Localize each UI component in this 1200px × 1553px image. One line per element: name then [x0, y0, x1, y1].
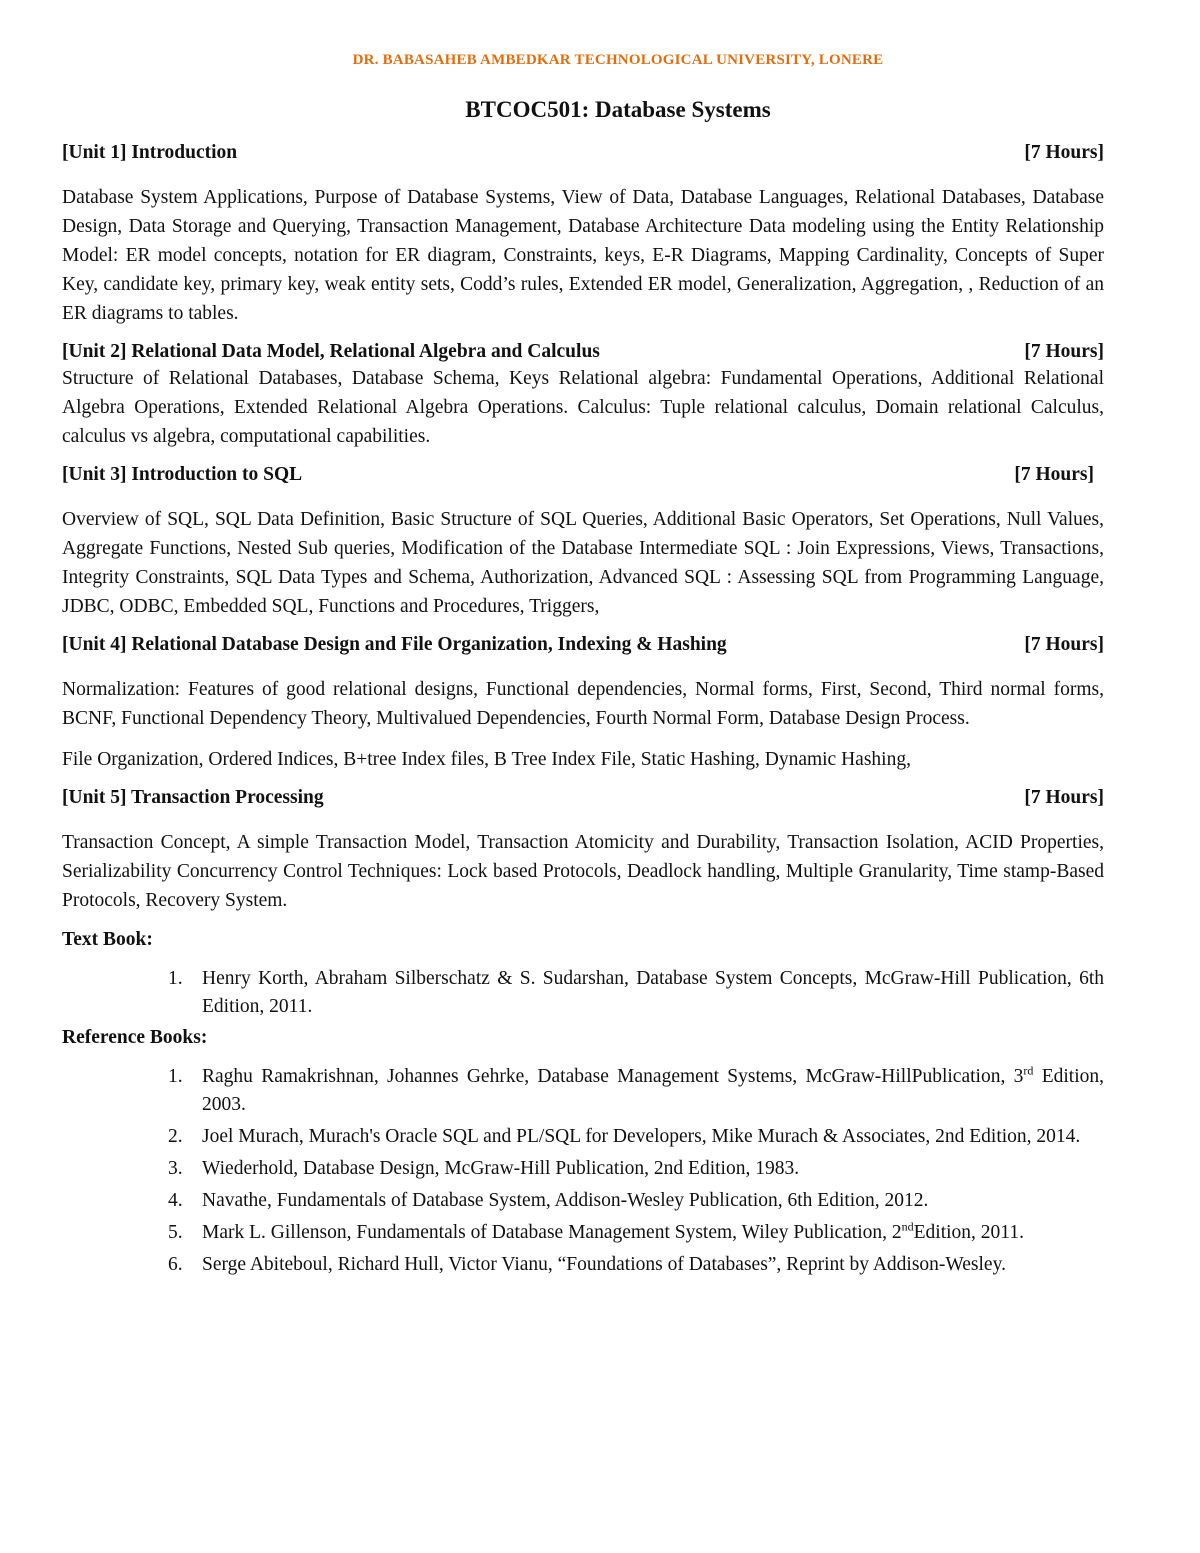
list-item: [62, 1251, 1104, 1279]
list-number: 5.: [168, 1222, 183, 1243]
book-citation: Raghu Ramakrishnan, Johannes Gehrke, Database Management Systems, McGraw-HillPublication, 3: [202, 1066, 1024, 1087]
book-citation-tail: Edition, 2003.: [202, 1066, 1104, 1115]
book-citation-tail: Edition, 2011.: [913, 1222, 1024, 1243]
text-book-list: [62, 965, 1104, 1021]
unit-hours: [7 Hours]: [1024, 341, 1104, 362]
reference-book-list: [62, 1063, 1104, 1279]
book-citation: Navathe, Fundamentals of Database System, Addison-Wesley Publication, 6th Edition, 2012.: [202, 1190, 929, 1211]
list-number: 2.: [168, 1126, 183, 1147]
unit-5-content: Transaction Concept, A simple Transaction Model, Transaction Atomicity and Durability, Transaction Isolation, ACID Properties, Serializability Concurrency Control Techniques: Lock based Protocols, Deadlock handling, Multiple Granularity, Time stamp-Based Protocols, Recovery System.: [62, 832, 1104, 911]
unit-5-heading: [62, 786, 1104, 810]
book-citation: Henry Korth, Abraham Silberschatz & S. Sudarshan, Database System Concepts, McGraw-Hill Publication, 6th Edition, 2011.: [202, 968, 1104, 1017]
unit-3-heading: [62, 463, 1104, 487]
unit-4-content-file-organization: File Organization, Ordered Indices, B+tree Index files, B Tree Index File, Static Hashing, Dynamic Hashing,: [62, 749, 911, 770]
unit-title: [Unit 3] Introduction to SQL: [62, 464, 303, 485]
superscript: rd: [1023, 1063, 1034, 1078]
unit-hours: [7 Hours]: [1024, 142, 1104, 163]
list-item: [62, 1155, 1104, 1183]
unit-title: [Unit 1] Introduction: [62, 142, 238, 163]
unit-hours: [7 Hours]: [1014, 464, 1094, 485]
unit-4-heading: [62, 633, 1104, 657]
list-item: [62, 1063, 1104, 1119]
reference-books-heading: Reference Books:: [62, 1027, 208, 1048]
list-item: [62, 1187, 1104, 1215]
text-book-heading: Text Book:: [62, 929, 153, 950]
list-item: [62, 1219, 1104, 1247]
unit-2-content: Structure of Relational Databases, Database Schema, Keys Relational algebra: Fundamental Operations, Additional Relational Algebra Operations, Extended Relational Algebra Operations. Calculus: Tuple relational calculus, Domain relational Calculus, calculus vs algebra, computational capabilities.: [62, 368, 1104, 447]
unit-1-heading: [62, 141, 1104, 165]
list-number: 1.: [168, 1066, 183, 1087]
unit-1-content: Database System Applications, Purpose of Database Systems, View of Data, Database Languages, Relational Databases, Database Design, Data Storage and Querying, Transaction Management, Database Architecture Data modeling using the Entity Relationship Model: ER model concepts, notation for ER diagram, Constraints, keys, E-R Diagrams, Mapping Cardinality, Concepts of Super Key, candidate key, primary key, weak entity sets, Codd’s rules, Extended ER model, Generalization, Aggregation, , Reduction of an ER diagrams to tables.: [62, 187, 1104, 324]
list-item: [62, 965, 1104, 1021]
university-name: DR. BABASAHEB AMBEDKAR TECHNOLOGICAL UNIVERSITY, LONERE: [352, 52, 884, 68]
book-citation: Wiederhold, Database Design, McGraw-Hill Publication, 2nd Edition, 1983.: [202, 1158, 800, 1179]
unit-hours: [7 Hours]: [1024, 634, 1104, 655]
unit-title: [Unit 2] Relational Data Model, Relational Algebra and Calculus: [62, 341, 600, 362]
course-title: BTCOC501: Database Systems: [465, 97, 771, 122]
list-number: 3.: [168, 1158, 183, 1179]
book-citation: Mark L. Gillenson, Fundamentals of Database Management System, Wiley Publication, 2: [202, 1222, 902, 1243]
superscript: nd: [901, 1219, 914, 1234]
book-citation: Joel Murach, Murach's Oracle SQL and PL/SQL for Developers, Mike Murach & Associates, 2nd Edition, 2014.: [202, 1126, 1081, 1147]
list-item: [62, 1123, 1104, 1151]
unit-hours: [7 Hours]: [1024, 787, 1104, 808]
list-number: 4.: [168, 1190, 183, 1211]
unit-title: [Unit 5] Transaction Processing: [62, 787, 324, 808]
list-number: 6.: [168, 1254, 183, 1275]
list-number: 1.: [168, 968, 183, 989]
unit-3-content: Overview of SQL, SQL Data Definition, Basic Structure of SQL Queries, Additional Basic Operators, Set Operations, Null Values, Aggregate Functions, Nested Sub queries, Modification of the Database Intermediate SQL : Join Expressions, Views, Transactions, Integrity Constraints, SQL Data Types and Schema, Authorization, Advanced SQL : Assessing SQL from Programming Language, JDBC, ODBC, Embedded SQL, Functions and Procedures, Triggers,: [62, 509, 1104, 617]
unit-title: [Unit 4] Relational Database Design and File Organization, Indexing & Hashing: [62, 634, 727, 655]
unit-4-content: Normalization: Features of good relational designs, Functional dependencies, Normal forms, First, Second, Third normal forms, BCNF, Functional Dependency Theory, Multivalued Dependencies, Fourth Normal Form, Database Design Process.: [62, 679, 1104, 729]
book-citation: Serge Abiteboul, Richard Hull, Victor Vianu, “Foundations of Databases”, Reprint by Addison-Wesley.: [202, 1254, 1006, 1275]
unit-2-heading: [62, 340, 1104, 364]
syllabus-page: [62, 52, 1104, 1283]
